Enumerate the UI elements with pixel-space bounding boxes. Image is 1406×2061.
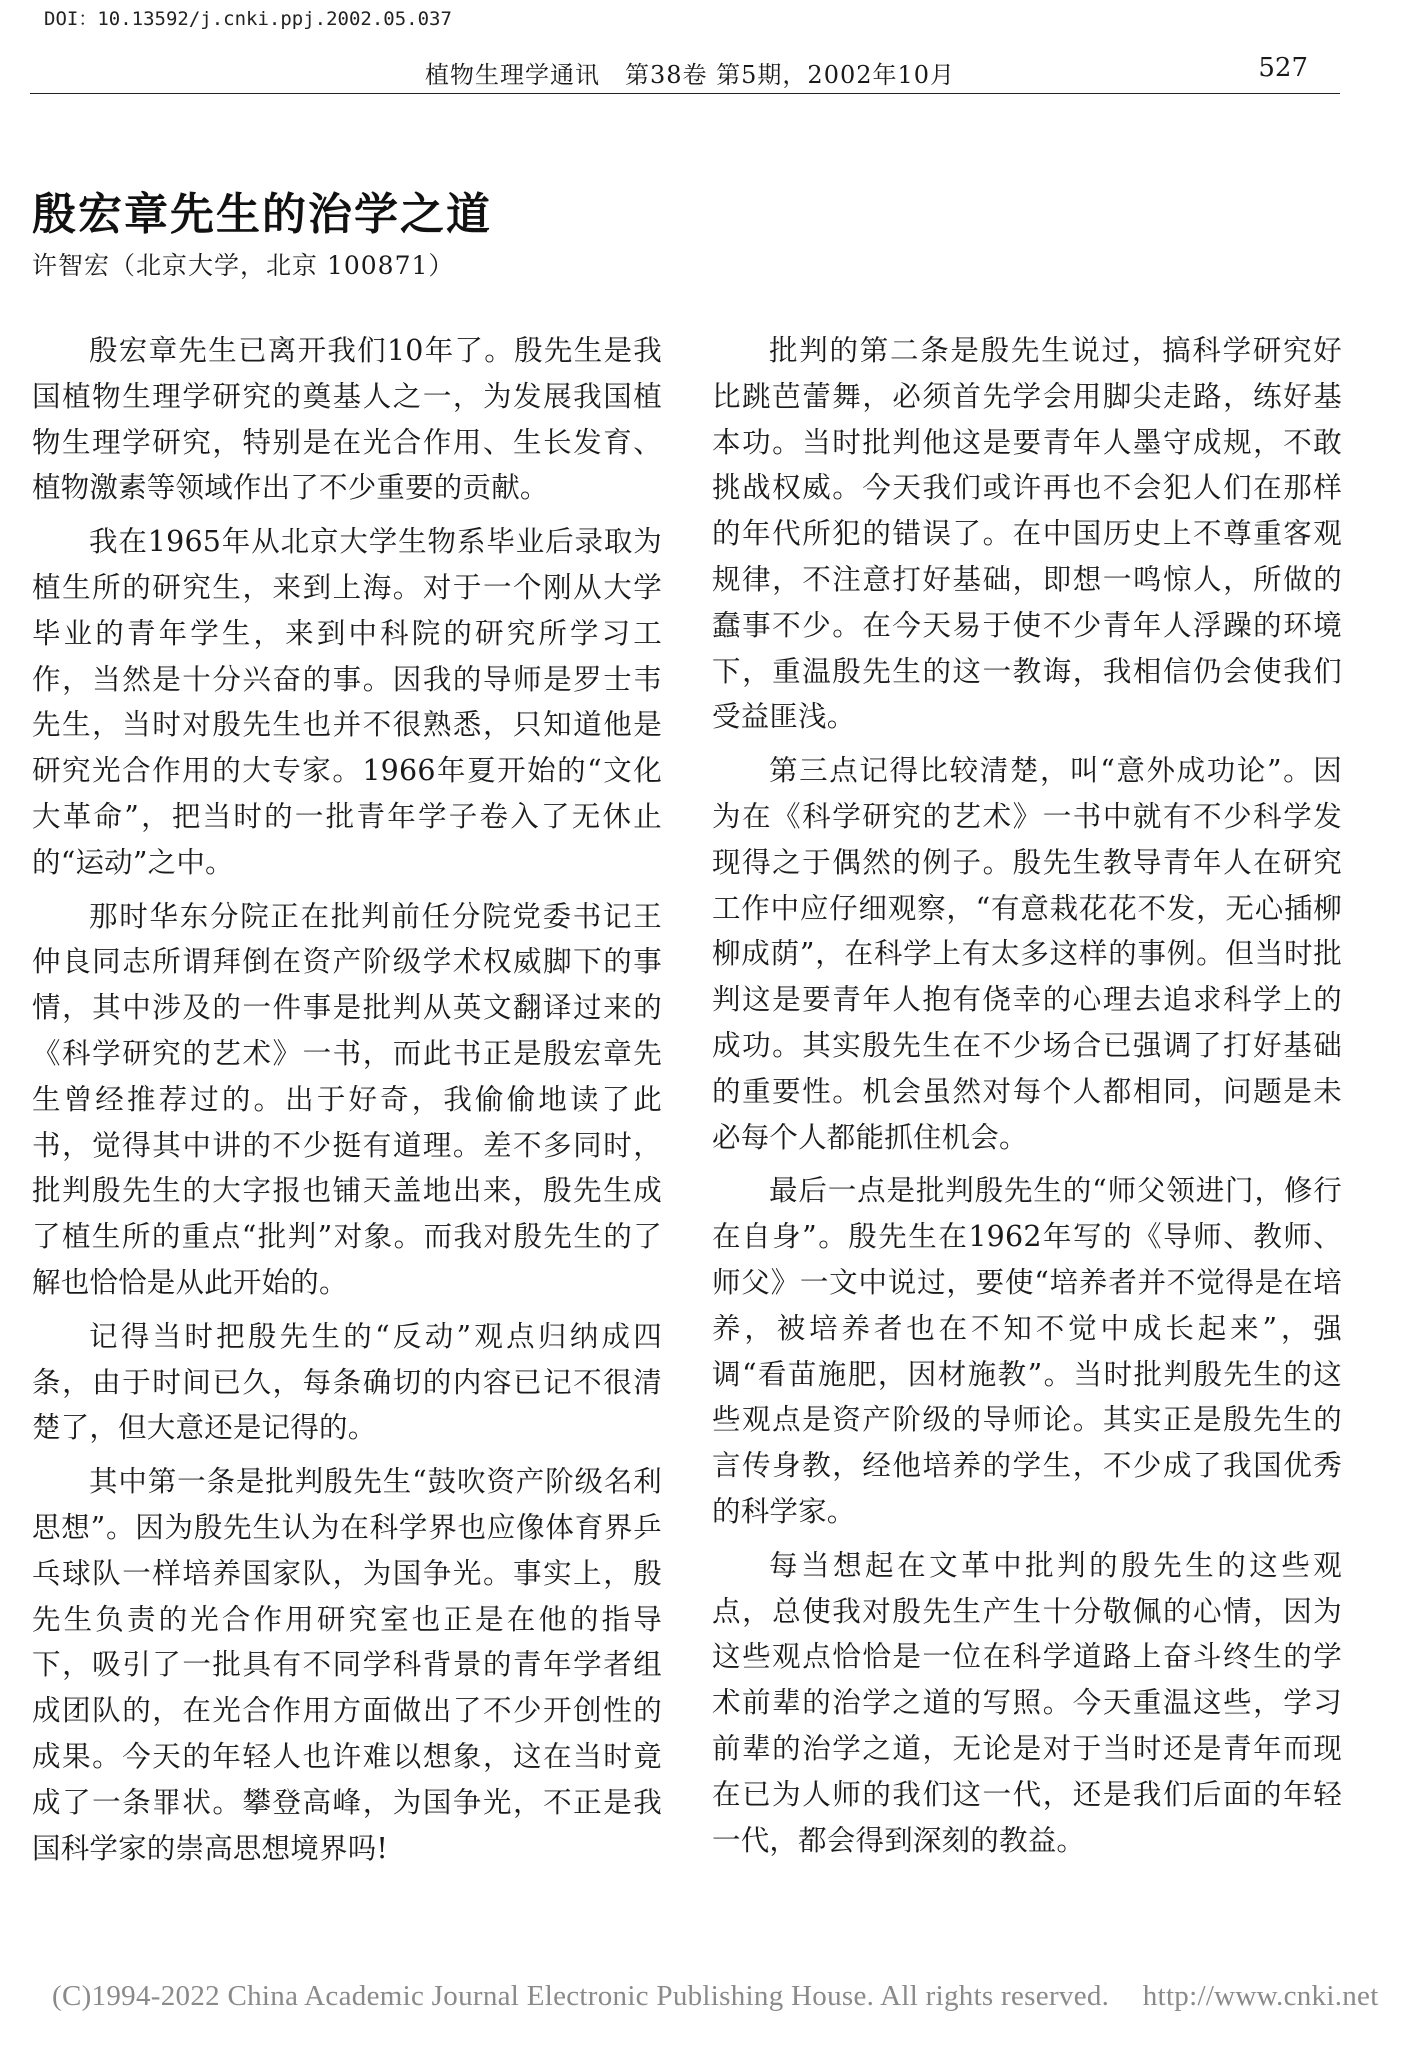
doi-label: DOI：10.13592/j.cnki.ppj.2002.05.037 — [44, 8, 452, 30]
paragraph: 最后一点是批判殷先生的“师父领进门，修行在自身”。殷先生在1962年写的《导师、教师、师父》一文中说过，要使“培养者并不觉得是在培养，被培养者也在不知不觉中成长起来”，强调“看苗施肥，因材施教”。当时批判殷先生的这些观点是资产阶级的导师论。其实正是殷先生的言传身教，经他培养的学生，不少成了我国优秀的科学家。 — [712, 1174, 1342, 1528]
paragraph: 批判的第二条是殷先生说过，搞科学研究好比跳芭蕾舞，必须首先学会用脚尖走路，练好基本功。当时批判他这是要青年人墨守成规，不敢挑战权威。今天我们或许再也不会犯人们在那样的年代所犯的错误了。在中国历史上不尊重客观规律，不注意打好基础，即想一鸣惊人，所做的蠢事不少。在今天易于使不少青年人浮躁的环境下，重温殷先生的这一教诲，我相信仍会使我们受益匪浅。 — [712, 334, 1342, 734]
paragraph: 第三点记得比较清楚，叫“意外成功论”。因为在《科学研究的艺术》一书中就有不少科学发现得之于偶然的例子。殷先生教导青年人在研究工作中应仔细观察，“有意栽花花不发，无心插柳柳成荫”，在科学上有太多这样的事例。但当时批判这是要青年人抱有侥幸的心理去追求科学上的成功。其实殷先生在不少场合已强调了打好基础的重要性。机会虽然对每个人都相同，问题是未必每个人都能抓住机会。 — [712, 754, 1342, 1154]
journal-citation: 植物生理学通讯 第38卷 第5期，2002年10月 — [425, 61, 956, 89]
paragraph: 殷宏章先生已离开我们10年了。殷先生是我国植物生理学研究的奠基人之一，为发展我国植物生理学研究，特别是在光合作用、生长发育、植物激素等领域作出了不少重要的贡献。 — [32, 334, 662, 505]
publisher-url[interactable]: http://www.cnki.net — [1142, 1980, 1379, 2012]
author-affiliation: 许智宏（北京大学，北京 100871） — [32, 251, 455, 280]
running-header — [30, 55, 1340, 94]
paragraph: 那时华东分院正在批判前任分院党委书记王仲良同志所谓拜倒在资产阶级学术权威脚下的事情，其中涉及的一件事是批判从英文翻译过来的《科学研究的艺术》一书，而此书正是殷宏章先生曾经推荐过的。出于好奇，我偷偷地读了此书，觉得其中讲的不少挺有道理。差不多同时，批判殷先生的大字报也铺天盖地出来，殷先生成了植生所的重点“批判”对象。而我对殷先生的了解也恰恰是从此开始的。 — [32, 899, 662, 1299]
body-column-left — [32, 328, 662, 1879]
paragraph: 每当想起在文革中批判的殷先生的这些观点，总使我对殷先生产生十分敬佩的心情，因为这些观点恰恰是一位在科学道路上奋斗终生的学术前辈的治学之道的写照。今天重温这些，学习前辈的治学之道，无论是对于当时还是青年而现在已为人师的我们这一代，还是我们后面的年轻一代，都会得到深刻的教益。 — [712, 1548, 1342, 1857]
copyright-footer — [52, 1980, 1405, 2013]
body-column-right — [712, 328, 1342, 1871]
copyright-notice: (C)1994-2022 China Academic Journal Electronic Publishing House. All rights reserved. — [52, 1980, 1110, 2012]
page-number: 527 — [1258, 53, 1308, 83]
paragraph: 我在1965年从北京大学生物系毕业后录取为植生所的研究生，来到上海。对于一个刚从大学毕业的青年学生，来到中科院的研究所学习工作，当然是十分兴奋的事。因我的导师是罗士韦先生，当时对殷先生也并不很熟悉，只知道他是研究光合作用的大专家。1966年夏开始的“文化大革命”，把当时的一批青年学子卷入了无休止的“运动”之中。 — [32, 525, 662, 879]
paragraph: 其中第一条是批判殷先生“鼓吹资产阶级名利思想”。因为殷先生认为在科学界也应像体育界乒乓球队一样培养国家队，为国争光。事实上，殷先生负责的光合作用研究室也正是在他的指导下，吸引了一批具有不同学科背景的青年学者组成团队的，在光合作用方面做出了不少开创性的成果。今天的年轻人也许难以想象，这在当时竟成了一条罪状。攀登高峰，为国争光，不正是我国科学家的崇高思想境界吗! — [32, 1465, 662, 1865]
paragraph: 记得当时把殷先生的“反动”观点归纳成四条，由于时间已久，每条确切的内容已记不很清楚了，但大意还是记得的。 — [32, 1319, 662, 1445]
article-title: 殷宏章先生的治学之道 — [32, 189, 492, 240]
